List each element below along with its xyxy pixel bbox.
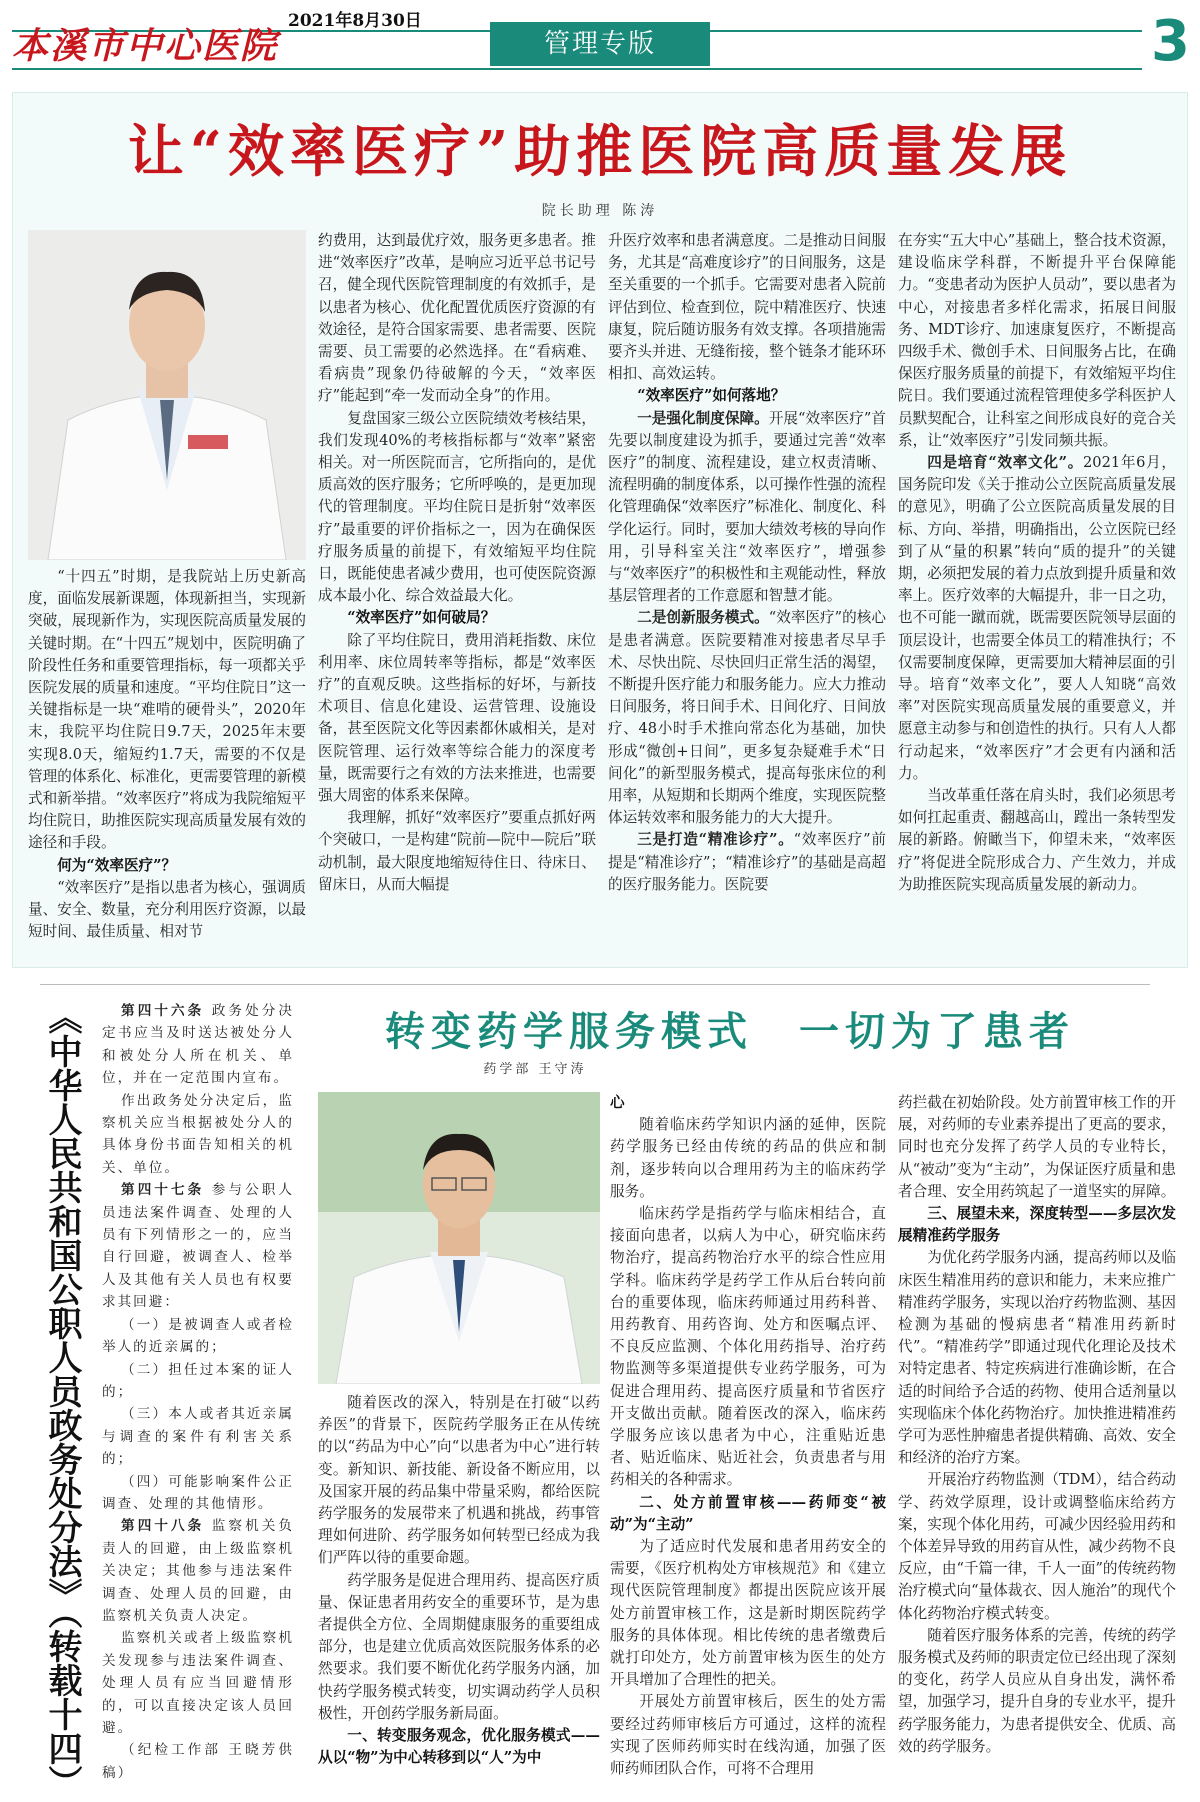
article1-paragraph: “十四五”时期，是我院站上历史新高度，面临发展新课题，体现新担当，实现新突破，展现新作为，实现医院高质量发展的关键时期。在“十四五”规划中，医院明确了阶段性任务和重要管理指标，每一项都关乎医院发展的质量和速度。“平均住院日”这一关键指标是一块“难啃的硬骨头”，2020年末，我院平均住院日9.7天，2025年末要实现8.0天，缩短约1.7天，需要的不仅是管理的体系化、标准化，更需要管理的新模式和新举措。“效率医疗”将成为我院缩短平均住院日，助推医院实现高质量发展有效的途径和手段。 bbox=[28, 568, 306, 852]
article2-paragraph: 药拦截在初始阶段。处方前置审核工作的开展，对药师的专业素养提出了更高的要求，同时也充分发挥了药学人员的专业特长，从“被动”变为“主动”，为保证医疗质量和患者合理、安全用药筑起了一道坚实的屏障。 bbox=[898, 1094, 1176, 1200]
article-number: 第四十六条 bbox=[121, 1003, 205, 1019]
law-item: （四）可能影响案件公正调查、处理的其他情形。 bbox=[102, 1473, 294, 1512]
law-column bbox=[102, 1000, 294, 1784]
article1-byline: 院长助理 陈涛 bbox=[541, 203, 659, 219]
law-credit: （纪检工作部 王晓芳供稿） bbox=[102, 1742, 294, 1781]
paragraph-body: 2021年6月，国务院印发《关于推动公立医院高质量发展的意见》，明确了公立医院高质量发展的目标、方向、举措，明确指出，公立医院已经到了从“量的积累”转向“质的提升”的关键期，必须把发展的着力点放到提升质量和效率上。医疗效率的大幅提升，非一日之功，也不可能一蹴而就，既需要医院领导层面的顶层设计，也需要全体员工的精准执行；不仅需要制度保障，更需要加大精神层面的引导。培育“效率文化”，要人人知晓“高效率”对医院实现高质量发展的重要意义，并愿意主动参与和创造性的执行。只有人人都行动起来，“效率医疗”才会更有内涵和活力。 bbox=[898, 454, 1176, 782]
article1-column-3 bbox=[608, 230, 886, 896]
article1-subheading: “效率医疗”如何破局？ bbox=[347, 609, 496, 627]
section-tab: 管理专版 bbox=[490, 22, 710, 66]
article2-paragraph: 开展处方前置审核后，医生的处方需要经过药师审核后方可通过，这样的流程实现了医师药师实时在线沟通，加强了医师药师团队合作，可将不合理用 bbox=[610, 1693, 886, 1778]
paragraph-body: 开展“效率医疗”首先要以制度建设为抓手，要通过完善“效率医疗”的制度、流程建设，建立权责清晰、流程明确的制度体系，以可操作性强的流程化管理确保“效率医疗”标准化、制度化、科学化运行。同时，要加大绩效考核的导向作用，引导科室关注“效率医疗”，增强参与“效率医疗”的积极性和主观能动性，释放基层管理者的工作意愿和智慧才能。 bbox=[608, 409, 886, 605]
article2-subheading: 三、展望未来，深度转型——多层次发展精准药学服务 bbox=[898, 1205, 1176, 1245]
article2-column-2 bbox=[610, 1092, 886, 1780]
law-item: （一）是被调查人或者检举人的近亲属的； bbox=[102, 1316, 294, 1356]
article1-paragraph bbox=[608, 408, 886, 608]
article2-column-3 bbox=[898, 1092, 1176, 1758]
paragraph-body: “效率医疗”前提是“精准诊疗”；“精准诊疗”的基础是高超的医疗服务能力。医院要 bbox=[608, 831, 886, 893]
article1-paragraph: 复盘国家三级公立医院绩效考核结果，我们发现40%的考核指标都与“效率”紧密相关。对一所医院而言，它所指向的，是优质高效的医疗服务；它所呼唤的，是更加现代的管理制度。平均住院日是折射“效率医疗”最重要的评价指标之一，因为在确保医疗服务质量的前提下，有效缩短平均住院日，既能使患者减少费用，也可使医院资源成本最小化、综合效益最大化。 bbox=[318, 409, 596, 605]
article1-subheading: 何为“效率医疗”？ bbox=[57, 856, 177, 874]
article1-paragraph: 升医疗效率和患者满意度。二是推动日间服务，尤其是“高难度诊疗”的日间服务，这是至关重要的一个抓手。它需要对患者入院前评估到位、检查到位，院中精准医疗、快速康复，院后随访服务有效支撑。各项措施需要齐头并进、无缝衔接，整个链条才能环环相扣、高效运转。 bbox=[608, 232, 886, 383]
law-text: 监察机关负责人的回避，由上级监察机关决定；其他参与违法案件调查、处理人员的回避，由监察机关负责人决定。 bbox=[102, 1518, 295, 1624]
article1-title: 让“效率医疗”助推医院高质量发展 bbox=[127, 119, 1073, 185]
article1-paragraph bbox=[898, 452, 1176, 785]
article2-subheading: 二、处方前置审核——药师变“被动”为“主动” bbox=[610, 1493, 886, 1533]
paragraph-body: “效率医疗”的核心是患者满意。医院要精准对接患者尽早手术、尽快出院、尽快回归正常生活的渴望，不断提升医疗能力和服务能力。应大力推动日间服务，将日间手术、日间化疗、日间放疗、48小时手术推向常态化为基础，加快形成“微创+日间”，更多复杂疑难手术“日间化”的新型服务模式，提高每张床位的利用率，从短期和长期两个维度，实现医院整体运转效率和服务能力的大大提升。 bbox=[608, 609, 886, 827]
article2-paragraph: 为了适应时代发展和患者用药安全的需要，《医疗机构处方审核规范》和《建立现代医院管理制度》都提出医院应该开展处方前置审核工作，这是新时期医院药学服务的具体体现。相比传统的患者缴费后就打印处方，处方前置审核为医生的处方开具增加了合理性的把关。 bbox=[610, 1538, 886, 1689]
paragraph-lead: 二是创新服务模式。 bbox=[637, 609, 769, 627]
masthead bbox=[0, 0, 1200, 80]
pharmacist-portrait-icon bbox=[318, 1092, 600, 1384]
article2-paragraph: 随着医改的深入，特别是在打破“以药养医”的背景下，医院药学服务正在从传统的以“药品为中心”向“以患者为中心”进行转变。新知识、新技能、新设备不断应用，以及国家开展的药品集中带量采购，都给医院药学服务的发展带来了机遇和挑战，药事管理如何进阶、药学服务如何转型已经成为我们严阵以待的重要命题。 bbox=[318, 1394, 600, 1567]
article1-paragraph: 在夯实“五大中心”基础上，整合技术资源，建设临床学科群，不断提升平台保障能力。“变患者动为医护人员动”，要以患者为中心，对接患者多样化需求，拓展日间服务、MDT诊疗、加速康复医疗，不断提高四级手术、微创手术、日间服务占比，在确保医疗服务质量的前提下，有效缩短平均住院日。我们要通过流程管理使多学科医护人员默契配合，让科室之间形成良好的竞合关系，让“效率医疗”引发同频共振。 bbox=[898, 232, 1176, 449]
article2-subheading: 一、转变服务观念，优化服务模式——从以“物”为中心转移到以“人”为中 bbox=[318, 1727, 600, 1767]
article1-column-2 bbox=[318, 230, 596, 896]
article2-title: 转变药学服务模式 一切为了患者 bbox=[385, 1008, 1075, 1055]
pharmacist-photo bbox=[318, 1092, 600, 1384]
law-paragraph: 作出政务处分决定后，监察机关应当根据被处分人的具体身份书面告知相关的机关、单位。 bbox=[102, 1092, 294, 1176]
article1-paragraph: 我理解，抓好“效率医疗”要重点抓好两个突破口，一是构建“院前—院中—院后”联动机制，最大限度地缩短待住日、待床日、留床日，从而大幅提 bbox=[318, 809, 596, 893]
article2-subheading: 心 bbox=[610, 1094, 625, 1111]
article2-paragraph: 随着临床药学知识内涵的延伸，医院药学服务已经由传统的药品的供应和制剂，逐步转向以合理用药为主的临床药学服务。 bbox=[610, 1116, 886, 1200]
article2-paragraph: 药学服务是促进合理用药、提高医疗质量、保证患者用药安全的重要环节，是为患者提供全方位、全周期健康服务的重要组成部分，也是建立优质高效医院服务体系的必然要求。我们要不断优化药学服务内涵，加快药学服务模式转变，切实调动药学人员积极性，开创药学服务新局面。 bbox=[318, 1571, 600, 1722]
law-paragraph bbox=[102, 1179, 294, 1313]
article2-paragraph: 开展治疗药物监测（TDM），结合药动学、药效学原理，设计或调整临床给药方案，实现个体化用药，可减少因经验用药和个体差异导致的用药盲从性，减少药物不良反应，由“千篇一律，千人一面”的传统药物治疗模式向“量体裁衣、因人施治”的现代个体化药物治疗模式转变。 bbox=[898, 1471, 1176, 1622]
paragraph-lead: 四是培育“效率文化”。 bbox=[927, 454, 1083, 472]
article-number: 第四十八条 bbox=[121, 1518, 205, 1535]
article1-paragraph: 除了平均住院日，费用消耗指数、床位利用率、床位周转率等指标，都是“效率医疗”的直观反映。这些指标的好坏，与新技术项目、信息化建设、运营管理、设施设备，甚至医院文化等因素都休戚相关，是对医院管理、运行效率等综合能力的深度考量，既需要行之有效的方法来推进，也需要强大周密的体系来保障。 bbox=[318, 631, 596, 805]
article2-paragraph: 随着医疗服务体系的完善，传统的药学服务模式及药师的职责定位已经出现了深刻的变化，药学人员应从自身出发，满怀希望，加强学习，提升自身的专业水平，提升药学服务能力，为患者提供安全、优质、高效的药学服务。 bbox=[898, 1626, 1176, 1755]
article2-byline: 药学部 王守涛 bbox=[483, 1062, 587, 1077]
paragraph-lead: 一是强化制度保障。 bbox=[637, 409, 769, 427]
article1-subheading: “效率医疗”如何落地？ bbox=[637, 387, 786, 405]
article1-paragraph bbox=[608, 829, 886, 896]
article2-paragraph: 临床药学是指药学与临床相结合，直接面向患者，以病人为中心，研究临床药物治疗，提高药物治疗水平的综合性应用学科。临床药学是药学工作从后台转向前台的重要体现，临床药师通过用药科普、用药教育、用药咨询、处方和医嘱点评、不良反应监测、个体化用药指导、治疗药物监测等多渠道提供专业药学服务，可为促进合理用药、提高医疗质量和节省医疗开支做出贡献。随着医改的深入，临床药学服务应该以患者为中心，注重贴近患者、贴近临床、贴近社会，负责患者与用药相关的各种需求。 bbox=[610, 1205, 886, 1489]
law-column-title: 《中华人民共和国公职人员政务处分法》（转载十四） bbox=[42, 1000, 82, 1799]
issue-date: 2021年8月30日 bbox=[288, 11, 422, 31]
author-photo bbox=[28, 230, 306, 560]
law-text: 政务处分决定书应当及时送达被处分人和被处分人所在机关、单位，并在一定范围内宣布。 bbox=[102, 1003, 295, 1087]
article-number: 第四十七条 bbox=[121, 1182, 205, 1199]
newspaper-name: 本溪市中心医院 bbox=[12, 25, 279, 67]
law-paragraph bbox=[102, 1000, 294, 1090]
section-divider bbox=[40, 984, 1150, 985]
law-item: （三）本人或者其近亲属与调查的案件有利害关系的； bbox=[102, 1406, 294, 1468]
law-text: 参与公职人员违法案件调查、处理的人员有下列情形之一的，应当自行回避，被调查人、检举人及其他有关人员也有权要求其回避： bbox=[102, 1182, 295, 1311]
article2-paragraph: 为优化药学服务内涵，提高药师以及临床医生精准用药的意识和能力，未来应推广精准药学服务，实现以治疗药物监测、基因检测为基础的慢病患者“精准用药新时代”。“精准药学”即通过现代化理论及技术对特定患者、特定疾病进行准确诊断，在合适的时间给予合适的药物、使用合适剂量以实现临床个体化药物治疗。加快推进精准药学可为恶性肿瘤患者提供精确、高效、安全和经济的治疗方案。 bbox=[898, 1249, 1176, 1467]
article1-paragraph: 约费用，达到最优疗效，服务更多患者。推进“效率医疗”改革，是响应习近平总书记号召，健全现代医院管理制度的有效抓手，是以患者为核心、优化配置优质医疗资源的有效途径，是符合国家需要、患者需要、医院需要、员工需要的必然选择。在“看病难、看病贵”现象仍待破解的今天，“效率医疗”能起到“牵一发而动全身”的作用。 bbox=[318, 232, 596, 405]
article1-paragraph: “效率医疗”是指以患者为核心，强调质量、安全、数量，充分利用医疗资源，以最短时间、最佳质量、相对节 bbox=[28, 878, 306, 941]
article2-column-1 bbox=[318, 1392, 600, 1769]
article1-paragraph: 当改革重任落在肩头时，我们必须思考如何扛起重责、翻越高山，蹚出一条转型发展的新路。俯瞰当下，仰望未来，“效率医疗”将促进全院形成合力、产生效力，并成为助推医院实现高质量发展的新动力。 bbox=[898, 787, 1176, 893]
article1-column-1 bbox=[28, 566, 306, 943]
paragraph-lead: 三是打造“精准诊疗”。 bbox=[637, 831, 794, 849]
law-item: （二）担任过本案的证人的； bbox=[102, 1361, 294, 1400]
article1-paragraph bbox=[608, 607, 886, 829]
law-paragraph bbox=[102, 1515, 294, 1627]
doctor-portrait-icon bbox=[28, 230, 306, 560]
page-number: 3 bbox=[1151, 9, 1190, 74]
law-paragraph: 监察机关或者上级监察机关发现参与违法案件调查、处理人员有应当回避情形的，可以直接决定该人员回避。 bbox=[102, 1630, 294, 1736]
article1-column-4 bbox=[898, 230, 1176, 896]
